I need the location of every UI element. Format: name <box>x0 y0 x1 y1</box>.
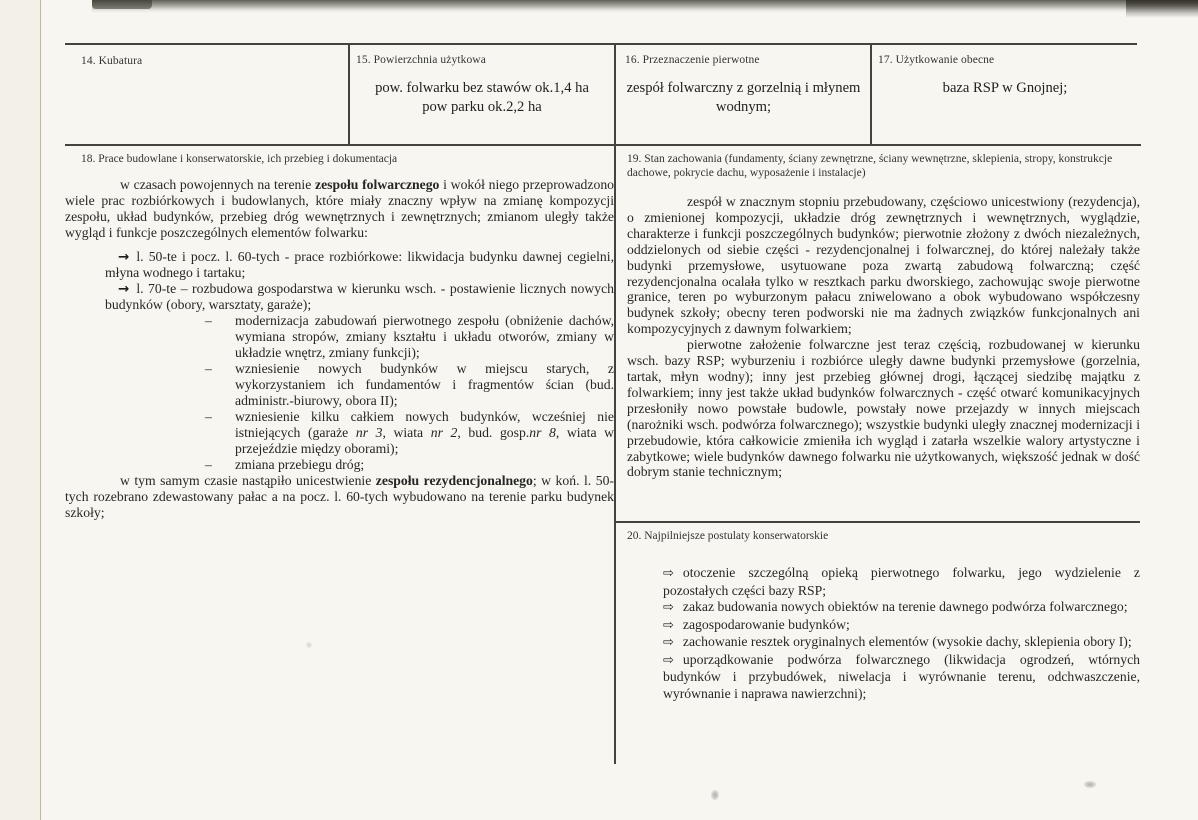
section19-20-rule <box>616 521 1140 523</box>
dash-bullet-icon: – <box>205 409 212 424</box>
scan-left-margin <box>0 0 40 820</box>
scan-top-right-shadow <box>1126 0 1198 18</box>
section-18-outro: w tym samym czasie nastąpiło unicestwienie zespołu rezydencjonalnego; w koń. l. 50-tych rozebrano zdewastowany pałac a na pocz. l. 60-tych wybudowano na terenie parku budynek szkoły; <box>65 473 614 520</box>
list-item <box>65 457 614 473</box>
list-item <box>663 565 1140 599</box>
section-19-label: 19. Stan zachowania (fundamenty, ściany zewnętrzne, ściany wewnętrzne, sklepienia, stropy, konstrukcje dachowe, pokrycie dachu, wyposażenie i instalacje) <box>627 153 1113 179</box>
field-powierzchnia-value <box>350 79 614 117</box>
scan-top-shadow <box>92 0 1198 13</box>
section-20-label: 20. Najpilniejsze postulaty konserwatorskie <box>627 530 829 542</box>
open-arrow-bullet-icon: ⇨ <box>663 566 674 581</box>
field-przeznaczenie-label: 16. Przeznaczenie pierwotne <box>625 54 760 66</box>
field-przeznaczenie-value-line2: wodnym; <box>715 99 772 115</box>
list-item-text: otoczenie szczególną opieką pierwotnego folwarku, jego wydzielenie z pozostałych części bazy RSP; <box>663 565 1140 598</box>
list-item-text: zmiana przebiegu dróg; <box>235 457 365 472</box>
list-item <box>663 652 1140 703</box>
list-item-text: l. 50-te i pocz. l. 60-tych - prace rozbiórkowe: likwidacja budynku dawnej cegielni, młyna wodnego i tartaku; <box>105 249 614 280</box>
list-item <box>663 617 1140 635</box>
dash-bullet-icon: – <box>205 313 212 328</box>
list-item <box>65 313 614 361</box>
section-20-list <box>617 565 1140 702</box>
list-item <box>105 281 614 313</box>
field-przeznaczenie-value-line1: zespół folwarczny z gorzelnią i młynem <box>626 80 861 96</box>
list-item <box>663 599 1140 617</box>
open-arrow-bullet-icon: ⇨ <box>663 617 674 633</box>
list-item-text: zachowanie resztek oryginalnych elementów (wysokie dachy, sklepienia obory I); <box>682 634 1132 649</box>
field-powierzchnia-label: 15. Powierzchnia użytkowa <box>356 54 486 66</box>
list-item-text: modernizacja zabudowań pierwotnego zespołu (obniżenie dachów, wymiana stropów, zmiany kształtu i układu otworów, zmiany w układzie wnętrz, zmiany funkcji); <box>235 313 614 360</box>
field-powierzchnia-value-line2: pow parku ok.2,2 ha <box>422 99 542 115</box>
section-19-paragraph-1: zespół w znacznym stopniu przebudowany, częściowo unicestwiony (rezydencja), o zmienionej kompozycji, układzie dróg zewnętrznych i wewnętrznych, wyglądzie, charakterze i funkcji poszczególnych budynków; pierwotnie złożony z dwóch niezależnych, oddzielonych od siebie części - rezydencjonalnej i folwarcznej, do której należały także budynki przemysłowe, usytuowane poza zwartą zabudową folwarczną; część rezydencjonalna ocalała tylko w resztkach parku dworskiego, zachowując swoje pierwotne granice, teren po wyburzonym pałacu zniwelowano a obok wybudowano współczesny budynek szkoły; obecny teren podworski nie ma żadnych związków funkcjonalnych ani kompozycyjnych z dawnym folwarkiem; <box>627 194 1140 337</box>
open-arrow-bullet-icon: ⇨ <box>663 635 674 650</box>
list-item <box>105 249 614 281</box>
scan-speck <box>306 642 312 648</box>
center-column-divider <box>614 43 616 764</box>
dash-bullet-icon: – <box>205 457 212 472</box>
list-item-text: wzniesienie nowych budynków w miejscu starych, z wykorzystaniem ich fundamentów i fragmentów ścian (bud. administr.-biurowy, obora II); <box>235 361 614 408</box>
field-powierzchnia-value-line1: pow. folwarku bez stawów ok.1,4 ha <box>375 80 589 96</box>
list-item <box>65 361 614 409</box>
scan-top-shadow-blob <box>92 0 152 9</box>
open-arrow-bullet-icon: ⇨ <box>663 652 674 668</box>
list-item-text: zakaz budowania nowych obiektów na terenie dawnego podwórza folwarcznego; <box>682 599 1128 614</box>
section-18-prace-budowlane <box>65 152 614 521</box>
section-19-stan-zachowania <box>617 152 1140 480</box>
field-przeznaczenie <box>617 45 870 117</box>
list-item-text: wzniesienie kilku całkiem nowych budynków, wcześniej nie istniejących (garaże nr 3, wiata nr 2, bud. gosp.nr 8, wiata w przejeździe między oborami); <box>235 409 615 456</box>
table-row-rule <box>65 144 1141 146</box>
field-kubatura-label: 14. Kubatura <box>81 55 143 67</box>
field-przeznaczenie-value <box>617 79 870 117</box>
field-uzytkowanie-label: 17. Użytkowanie obecne <box>878 54 995 66</box>
section-18-label: 18. Prace budowlane i konserwatorskie, ich przebieg i dokumentacja <box>81 153 398 165</box>
section-18-intro: w czasach powojennych na terenie zespołu folwarcznego i wokół niego przeprowadzono wiele prac rozbiórkowych i budowlanych, które miały znaczny wpływ na zmianę kompozycji zespołu, układ budynków, przebieg dróg wewnętrznych i zewnętrznych; zmianom uległy także wygląd i funkcje poszczególnych elementów folwarku: <box>65 177 615 240</box>
field-uzytkowanie-value: baza RSP w Gnojnej; <box>942 80 1068 96</box>
arrow-bullet-icon: → <box>118 249 130 265</box>
scan-page-edge-line <box>40 0 41 820</box>
list-item <box>65 409 614 457</box>
section-18-arrow-list <box>65 249 614 473</box>
section-19-paragraph-2: pierwotne założenie folwarczne jest teraz częścią, rozbudowanej w kierunku wsch. bazy RSP; wyburzeniu i rozbiórce uległy dawne budynki przemysłowe (gorzelnia, tartak, młyn wodny); inny jest przebieg głównej drogi, łączącej siedzibę majątku z folwarkiem; inny jest także układ budynków folwarcznych - część otwarć komunikacyjnych przesłoniły nowo powstałe budowle, powstały nowe przejazdy w innych miejscach (narożniki wsch. podwórza folwarcznego); wszystkie budynki uległy znacznej modernizacji i przebudowie, która całkowicie zmieniła ich wygląd i zatarła wszelkie walory artystyczne i zabytkowe; wiele budynków dawnego folwarku nie użytkowanych, większość jednak w dość dobrym stanie technicznym; <box>627 337 1140 480</box>
dash-bullet-icon: – <box>205 361 212 376</box>
list-item-text: zagospodarowanie budynków; <box>682 616 850 632</box>
arrow-bullet-icon: → <box>118 281 130 297</box>
list-item-text: l. 70-te – rozbudowa gospodarstwa w kierunku wsch. - postawienie licznych nowych budynków (obory, warsztaty, garaże); <box>105 281 614 312</box>
list-item <box>663 634 1140 652</box>
section-20-postulaty <box>617 529 1140 702</box>
open-arrow-bullet-icon: ⇨ <box>663 600 674 615</box>
field-powierzchnia <box>350 45 614 117</box>
list-item-text: uporządkowanie podwórza folwarcznego (likwidacja ogrodzeń, wtórnych budynków i przybudówek, niwelacja i wyrównanie terenu, odchwaszczenie, wyrównanie i naprawa nawierzchni); <box>663 651 1140 701</box>
field-uzytkowanie <box>872 45 1138 98</box>
field-kubatura <box>65 45 348 67</box>
scan-speck <box>711 790 719 800</box>
scan-speck <box>1084 781 1096 788</box>
